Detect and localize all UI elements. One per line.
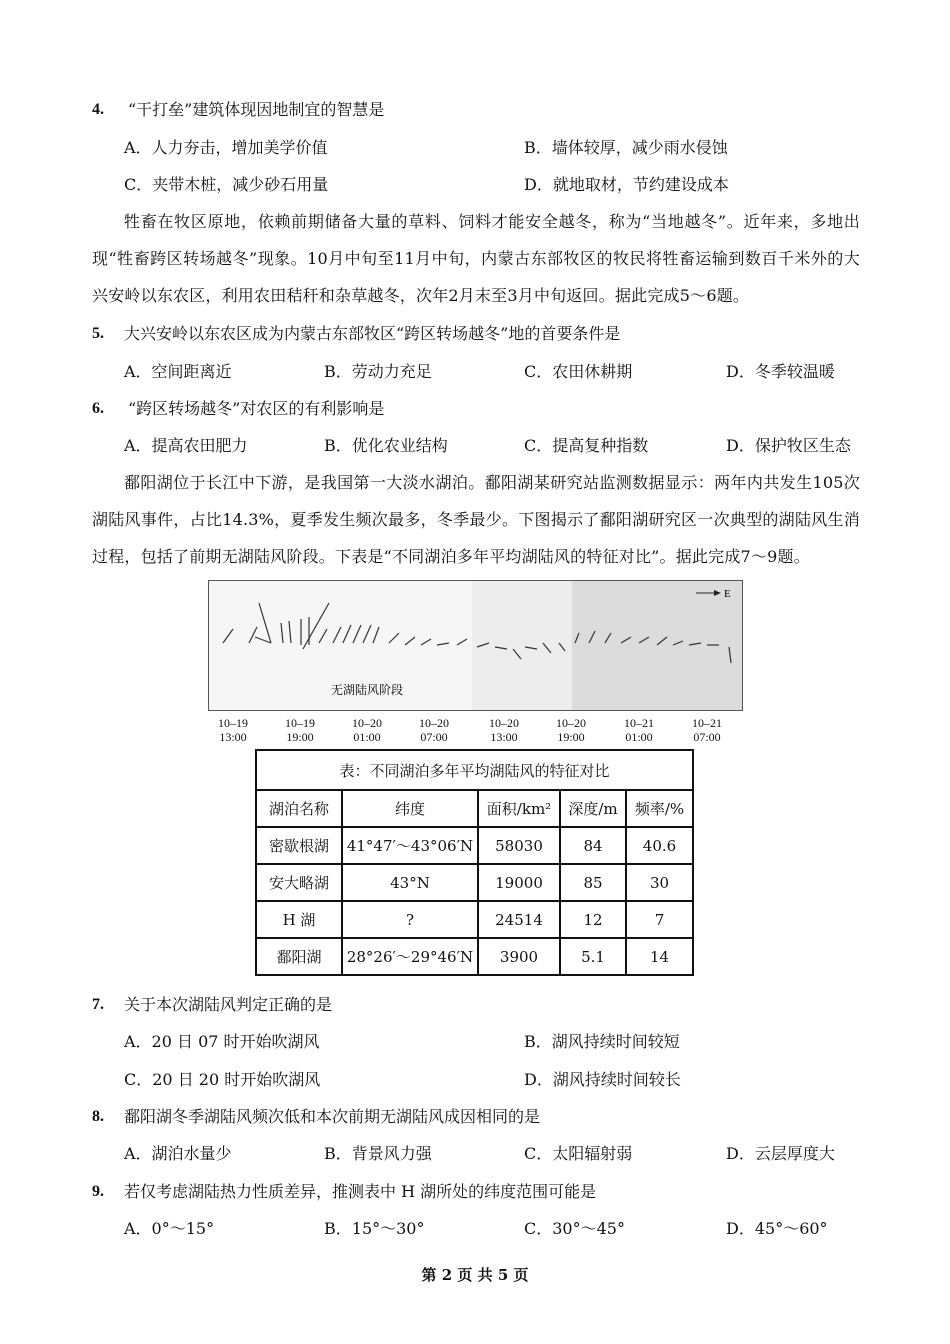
- q6-stem: “跨区转场越冬”对农区的有利影响是: [128, 399, 385, 418]
- tick-7: 10–21 01:00: [624, 716, 654, 744]
- q6-option-c: C．提高复种指数: [524, 436, 649, 455]
- table-cell: 41°47′～43°06′N: [342, 827, 478, 864]
- table-cell: 安大略湖: [256, 864, 342, 901]
- q8-option-c: C．太阳辐射弱: [524, 1144, 633, 1163]
- q9-option-a: A．0°～15°: [124, 1219, 215, 1238]
- table-row: [256, 901, 693, 938]
- table-cell: H 湖: [256, 901, 342, 938]
- table-cell: 24514: [478, 901, 560, 938]
- tick-2: 10–19 19:00: [285, 716, 315, 744]
- q4-option-d: D．就地取材，节约建设成本: [524, 175, 729, 194]
- tick-3: 10–20 01:00: [352, 716, 382, 744]
- table-row: [256, 827, 693, 864]
- header-cell: 深度/m: [560, 790, 626, 827]
- table-cell: 7: [626, 901, 693, 938]
- q8-option-b: B．背景风力强: [324, 1144, 432, 1163]
- table-cell: 30: [626, 864, 693, 901]
- q5-option-a: A．空间距离近: [124, 362, 232, 381]
- table-cell: 3900: [478, 938, 560, 975]
- table-cell: 58030: [478, 827, 560, 864]
- table-cell: 14: [626, 938, 693, 975]
- q6-number: 6.: [92, 400, 104, 417]
- q5-number: 5.: [92, 325, 104, 342]
- q7-option-b: B．湖风持续时间较短: [524, 1032, 680, 1051]
- table-cell: 密歇根湖: [256, 827, 342, 864]
- table-cell: 43°N: [342, 864, 478, 901]
- q5-option-b: B．劳动力充足: [324, 362, 432, 381]
- q8-option-d: D．云层厚度大: [726, 1144, 835, 1163]
- q7-option-d: D．湖风持续时间较长: [524, 1070, 681, 1089]
- q5-stem: 大兴安岭以东农区成为内蒙古东部牧区“跨区转场越冬”地的首要条件是: [124, 324, 621, 343]
- q5-option-d: D．冬季较温暖: [726, 362, 835, 381]
- table-cell: 19000: [478, 864, 560, 901]
- q4-number: 4.: [92, 101, 104, 118]
- header-cell: 湖泊名称: [256, 790, 342, 827]
- q8-option-a: A．湖泊水量少: [124, 1144, 232, 1163]
- q8-stem: 鄱阳湖冬季湖陆风频次低和本次前期无湖陆风成因相同的是: [124, 1107, 541, 1126]
- table-cell: ?: [342, 901, 478, 938]
- table-cell: 40.6: [626, 827, 693, 864]
- tick-1: 10–19 13:00: [218, 716, 248, 744]
- q4-option-c: C．夹带木桩，减少砂石用量: [124, 175, 329, 194]
- table-row: [256, 864, 693, 901]
- table-cell: 85: [560, 864, 626, 901]
- page-footer: 第 2 页 共 5 页: [421, 1266, 529, 1284]
- east-label: E: [724, 588, 731, 600]
- tick-4: 10–20 07:00: [419, 716, 449, 744]
- phase-label: 无湖陆风阶段: [331, 683, 404, 697]
- table-cell: 84: [560, 827, 626, 864]
- tick-8: 10–21 07:00: [692, 716, 722, 744]
- q7-option-c: C．20 日 20 时开始吹湖风: [124, 1070, 321, 1089]
- table-title: 表：不同湖泊多年平均湖陆风的特征对比: [256, 750, 693, 790]
- passage-livestock: 牲畜在牧区原地，依赖前期储备大量的草料、饲料才能安全越冬，称为“当地越冬”。近年来，多地出现“牲畜跨区转场越冬”现象。10月中旬至11月中旬，内蒙古东部牧区的牧民将牲畜运输到数百千米外的大兴安岭以东农区，利用农田秸秆和杂草越冬，次年2月末至3月中旬返回。据此完成5～6题。: [92, 212, 860, 305]
- q6-option-b: B．优化农业结构: [324, 436, 448, 455]
- lake-comparison-table: [255, 749, 694, 976]
- table-header-row: [256, 790, 693, 827]
- q6-option-a: A．提高农田肥力: [124, 436, 248, 455]
- tick-6: 10–20 19:00: [556, 716, 586, 744]
- q4-option-b: B．墙体较厚，减少雨水侵蚀: [524, 138, 728, 157]
- table-cell: 12: [560, 901, 626, 938]
- q4-stem: “干打垒”建筑体现因地制宜的智慧是: [128, 100, 385, 119]
- q9-option-c: C．30°～45°: [524, 1219, 625, 1238]
- table-row: [256, 938, 693, 975]
- table-cell: 鄱阳湖: [256, 938, 342, 975]
- q6-option-d: D．保护牧区生态: [726, 436, 851, 455]
- tick-5: 10–20 13:00: [489, 716, 519, 744]
- q7-number: 7.: [92, 996, 104, 1013]
- q4-option-a: A．人力夯击，增加美学价值: [124, 138, 328, 157]
- header-cell: 面积/km²: [478, 790, 560, 827]
- q5-option-c: C．农田休耕期: [524, 362, 633, 381]
- wind-vector-figure: [208, 580, 743, 711]
- q9-option-b: B．15°～30°: [324, 1219, 425, 1238]
- header-cell: 频率/%: [626, 790, 693, 827]
- header-cell: 纬度: [342, 790, 478, 827]
- passage-poyang: 鄱阳湖位于长江中下游，是我国第一大淡水湖泊。鄱阳湖某研究站监测数据显示：两年内共发生105次湖陆风事件，占比14.3%，夏季发生频次最多，冬季最少。下图揭示了鄱阳湖研究区一次典型的湖陆风生消过程，包括了前期无湖陆风阶段。下表是“不同湖泊多年平均湖陆风的特征对比”。据此完成7～9题。: [92, 473, 860, 566]
- wind-vector-plot: [209, 581, 742, 710]
- table-cell: 5.1: [560, 938, 626, 975]
- q9-stem: 若仅考虑湖陆热力性质差异，推测表中 H 湖所处的纬度范围可能是: [124, 1182, 597, 1201]
- q7-stem: 关于本次湖陆风判定正确的是: [124, 995, 333, 1014]
- q8-number: 8.: [92, 1108, 104, 1125]
- q9-option-d: D．45°～60°: [726, 1219, 828, 1238]
- q7-option-a: A．20 日 07 时开始吹湖风: [124, 1032, 320, 1051]
- table-cell: 28°26′～29°46′N: [342, 938, 478, 975]
- q9-number: 9.: [92, 1183, 104, 1200]
